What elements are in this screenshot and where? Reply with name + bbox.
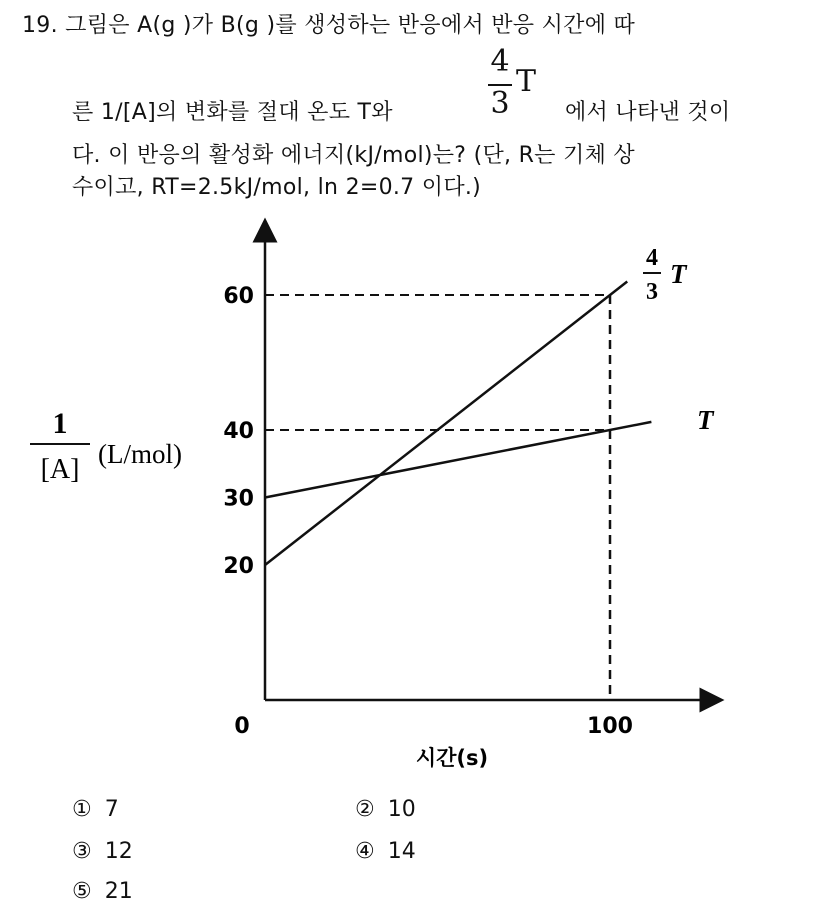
choice-2[interactable] (355, 797, 416, 822)
y-tick-30: 30 (223, 486, 254, 512)
choice-4-mark: ④ (355, 839, 375, 864)
y-label-numerator: 1 (52, 407, 68, 440)
choice-5-value: 21 (104, 879, 133, 904)
choice-1-mark: ① (72, 797, 92, 822)
inline-fraction-variable: T (516, 64, 537, 99)
choice-3[interactable] (72, 839, 133, 864)
reference-lines (265, 295, 610, 700)
choice-5[interactable] (72, 879, 133, 904)
y-tick-20: 20 (223, 554, 254, 579)
choice-4[interactable] (355, 839, 416, 864)
y-tick-labels (223, 284, 254, 579)
x-tick-labels (587, 714, 633, 739)
y-axis-label (30, 407, 182, 485)
series-line-4-3-T (265, 282, 627, 566)
question-line-1: 19. 그림은 A(g )가 B(g )를 생성하는 반응에서 반응 시간에 따 (22, 13, 636, 38)
x-tick-100: 100 (587, 714, 633, 739)
question-line-4: 수이고, RT=2.5kJ/mol, ln 2=0.7 이다.) (72, 175, 482, 200)
inline-fraction-numerator: 4 (490, 44, 510, 79)
reaction-chart (0, 215, 826, 775)
series-label-4-3-T (643, 245, 688, 305)
y-tick-60: 60 (223, 284, 254, 309)
choice-2-value: 10 (387, 797, 416, 822)
choice-1-value: 7 (104, 797, 119, 822)
choice-5-mark: ⑤ (72, 879, 92, 904)
series-label-T: T (697, 405, 714, 435)
question-line-2-after: 에서 나타낸 것이 (565, 100, 731, 125)
choice-3-mark: ③ (72, 839, 92, 864)
choice-4-value: 14 (387, 839, 416, 864)
x-axis-label: 시간(s) (415, 746, 489, 770)
y-label-denominator: [A] (40, 454, 80, 485)
series-line-T (265, 422, 651, 498)
series-label-4-3-variable: T (670, 259, 687, 289)
question-line-2-before: 른 1/[A]의 변화를 절대 온도 T와 (72, 100, 393, 125)
y-label-unit: (L/mol) (98, 439, 182, 469)
series-label-4-3-denominator: 3 (646, 279, 658, 305)
y-tick-40: 40 (223, 419, 254, 444)
series-lines (265, 282, 651, 566)
origin-label: 0 (234, 714, 250, 739)
series-label-4-3-numerator: 4 (646, 245, 658, 271)
choice-2-mark: ② (355, 797, 375, 822)
choice-3-value: 12 (104, 839, 133, 864)
choice-1[interactable] (72, 797, 119, 822)
question-line-3: 다. 이 반응의 활성화 에너지(kJ/mol)는? (단, R는 기체 상 (72, 143, 635, 168)
inline-fraction-denominator: 3 (490, 86, 510, 121)
